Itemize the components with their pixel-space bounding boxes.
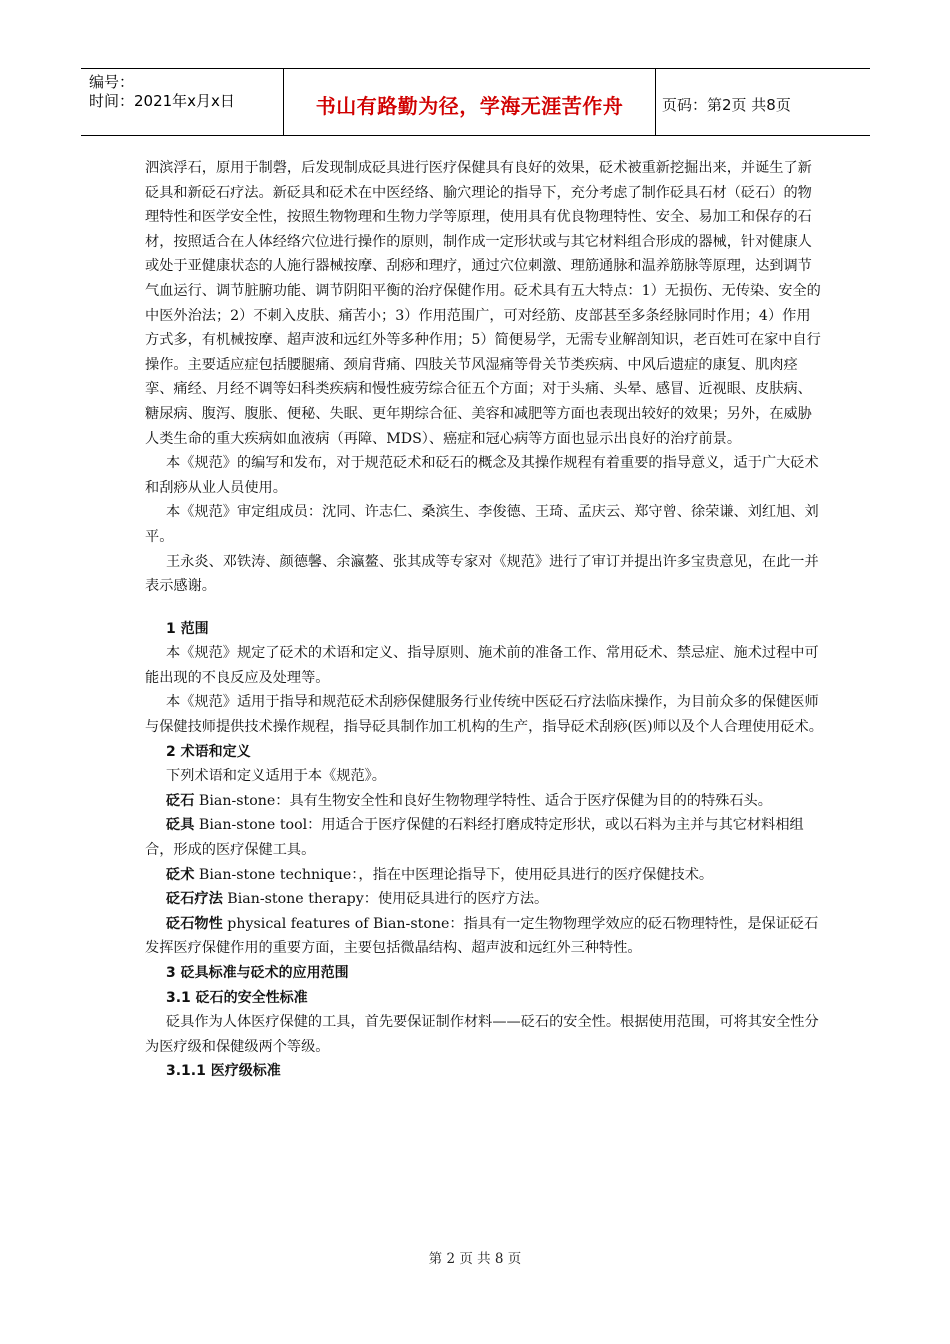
section-3-1-1-heading: 3.1.1 医疗级标准 (166, 1063, 281, 1080)
term-label: 砭石疗法 (166, 891, 223, 908)
term-definition (145, 887, 823, 912)
term-definition (145, 813, 823, 862)
header-page-label: 页码：第2页 共8页 (662, 95, 791, 114)
header-time-label: 时间：2021年x月x日 (89, 92, 235, 110)
committee-paragraph: 本《规范》审定组成员：沈同、许志仁、桑滨生、李俊德、王琦、孟庆云、郑守曾、徐荣谦、刘红旭、刘平。 (145, 504, 819, 545)
term-text: Bian-stone tool：用适合于医疗保健的石料经打磨成特定形状，或以石料为主并与其它材料相组合，形成的医疗保健工具。 (145, 817, 804, 859)
section-2-heading: 2 术语和定义 (166, 743, 251, 760)
section-1-heading: 1 范围 (166, 620, 209, 637)
header-meta (81, 69, 284, 135)
header-number-label: 编号： (89, 73, 135, 91)
page-header (81, 68, 870, 136)
intro-paragraph: 泗滨浮石，原用于制磬，后发现制成砭具进行医疗保健具有良好的效果，砭术被重新挖掘出来，并诞生了新砭具和新砭石疗法。新砭具和砭术在中医经络、腧穴理论的指导下，充分考虑了制作砭具石材（砭石）的物理特性和医学安全性，按照生物物理和生物力学等原理，使用具有优良物理特性、安全、易加工和保存的石材，按照适合在人体经络穴位进行操作的原则，制作成一定形状或与其它材料组合形成的器械，针对健康人或处于亚健康状态的人施行器械按摩、刮痧和理疗，通过穴位刺激、理筋通脉和温养筋脉等原理，达到调节气血运行、调节脏腑功能、调节阴阳平衡的治疗保健作用。砭术具有五大特点：1）无损伤、无传染、安全的中医外治法；2）不刺入皮肤、痛苦小；3）作用范围广，可对经筋、皮部甚至多条经脉同时作用；4）作用方式多，有机械按摩、超声波和远红外等多种作用；5）简便易学，无需专业解剖知识，老百姓可在家中自行操作。主要适应症包括腰腿痛、颈肩背痛、四肢关节风湿痛等骨关节类疾病、中风后遗症的康复、肌肉痉挛、痛经、月经不调等妇科类疾病和慢性疲劳综合征五个方面；对于头痛、头晕、感冒、近视眼、皮肤病、糖尿病、腹泻、腹胀、便秘、失眠、更年期综合征、美容和减肥等方面也表现出较好的效果；另外，在威胁人类生命的重大疾病如血液病（再障、MDS）、癌症和冠心病等方面也显示出良好的治疗前景。 (145, 160, 821, 447)
term-definition (145, 863, 823, 888)
term-text: Bian-stone technique：，指在中医理论指导下，使用砭具进行的医疗保健技术。 (194, 866, 714, 883)
header-motto: 书山有路勤为径，学海无涯苦作舟 (315, 93, 624, 118)
document-body (145, 156, 823, 1084)
term-definition (145, 912, 823, 961)
page-footer: 第 2 页 共 8 页 (428, 1251, 522, 1267)
term-label: 砭术 (166, 866, 195, 883)
section-gap (145, 599, 823, 617)
term-definition (145, 789, 823, 814)
section-3-1-heading: 3.1 砭石的安全性标准 (166, 989, 308, 1006)
term-text: Bian-stone therapy：使用砭具进行的医疗方法。 (222, 891, 549, 908)
header-motto-cell (284, 69, 656, 135)
section-1-paragraph-2: 本《规范》适用于指导和规范砭术刮痧保健服务行业传统中医砭石疗法临床操作，为目前众多的保健医师与保健技师提供技术操作规程，指导砭具制作加工机构的生产，指导砭术刮痧(医)师以及个人合理使用砭术。 (145, 694, 823, 736)
term-label: 砭石 (166, 792, 195, 809)
section-3-heading: 3 砭具标准与砭术的应用范围 (166, 965, 349, 981)
term-text: physical features of Bian-stone：指具有一定生物物理学效应的砭石物理特性，是保证砭石发挥医疗保健作用的重要方面，主要包括微晶结构、超声波和远红外三种特性。 (145, 915, 819, 957)
section-1-paragraph-1: 本《规范》规定了砭术的术语和定义、指导原则、施术前的准备工作、常用砭术、禁忌症、施术过程中可能出现的不良反应及处理等。 (145, 645, 819, 686)
term-text: Bian-stone：具有生物安全性和良好生物物理学特性、适合于医疗保健为目的的特殊石头。 (194, 792, 772, 809)
section-2-intro: 下列术语和定义适用于本《规范》。 (166, 768, 386, 785)
term-label: 砭石物性 (166, 915, 223, 932)
section-3-1-paragraph: 砭具作为人体医疗保健的工具，首先要保证制作材料——砭石的安全性。根据使用范围，可将其安全性分为医疗级和保健级两个等级。 (145, 1014, 819, 1055)
thanks-paragraph: 王永炎、邓铁涛、颜德馨、余瀛鳌、张其成等专家对《规范》进行了审订并提出许多宝贵意见，在此一并表示感谢。 (145, 553, 819, 595)
header-page-cell (656, 69, 870, 135)
significance-paragraph: 本《规范》的编写和发布，对于规范砭术和砭石的概念及其操作规程有着重要的指导意义，适于广大砭术和刮痧从业人员使用。 (145, 455, 819, 496)
term-label: 砭具 (166, 817, 195, 834)
